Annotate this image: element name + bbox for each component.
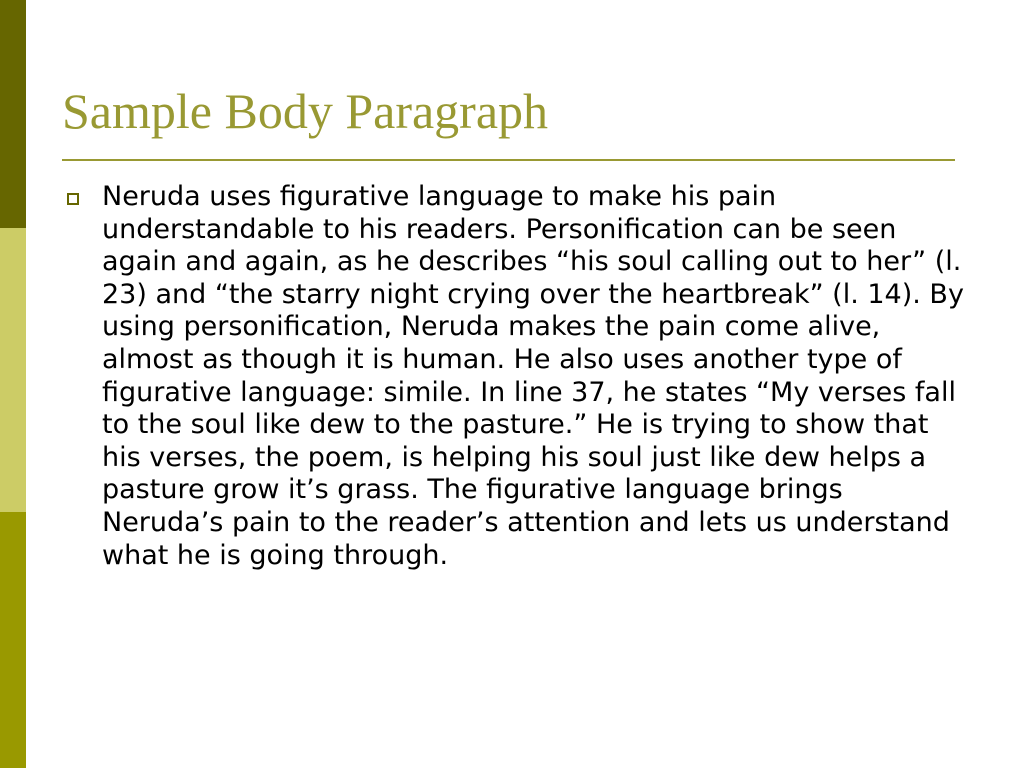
body-paragraph: Neruda uses figurative language to make his pain understandable to his readers. Personification can be seen again and again, as he describes “his soul calling out to her” (l. 23) and “the starry night crying over the heartbreak” (l. 14). By using personification, Neruda makes the pain come alive, almost as though it is human. He also uses another type of figurative language: simile. In line 37, he states “My verses fall to the soul like dew to the pasture.” He is trying to show that his verses, the poem, is helping his soul just like dew helps a pasture grow it’s grass. The figurative language brings Neruda’s pain to the reader’s attention and lets us understand what he is going through. [102,181,964,571]
title-underline [62,159,955,161]
side-bar-light-segment [0,228,26,512]
side-bar-mid-segment [0,512,26,768]
square-bullet-icon [67,193,79,205]
side-bar-dark-segment [0,0,26,228]
slide-title: Sample Body Paragraph [62,83,549,139]
